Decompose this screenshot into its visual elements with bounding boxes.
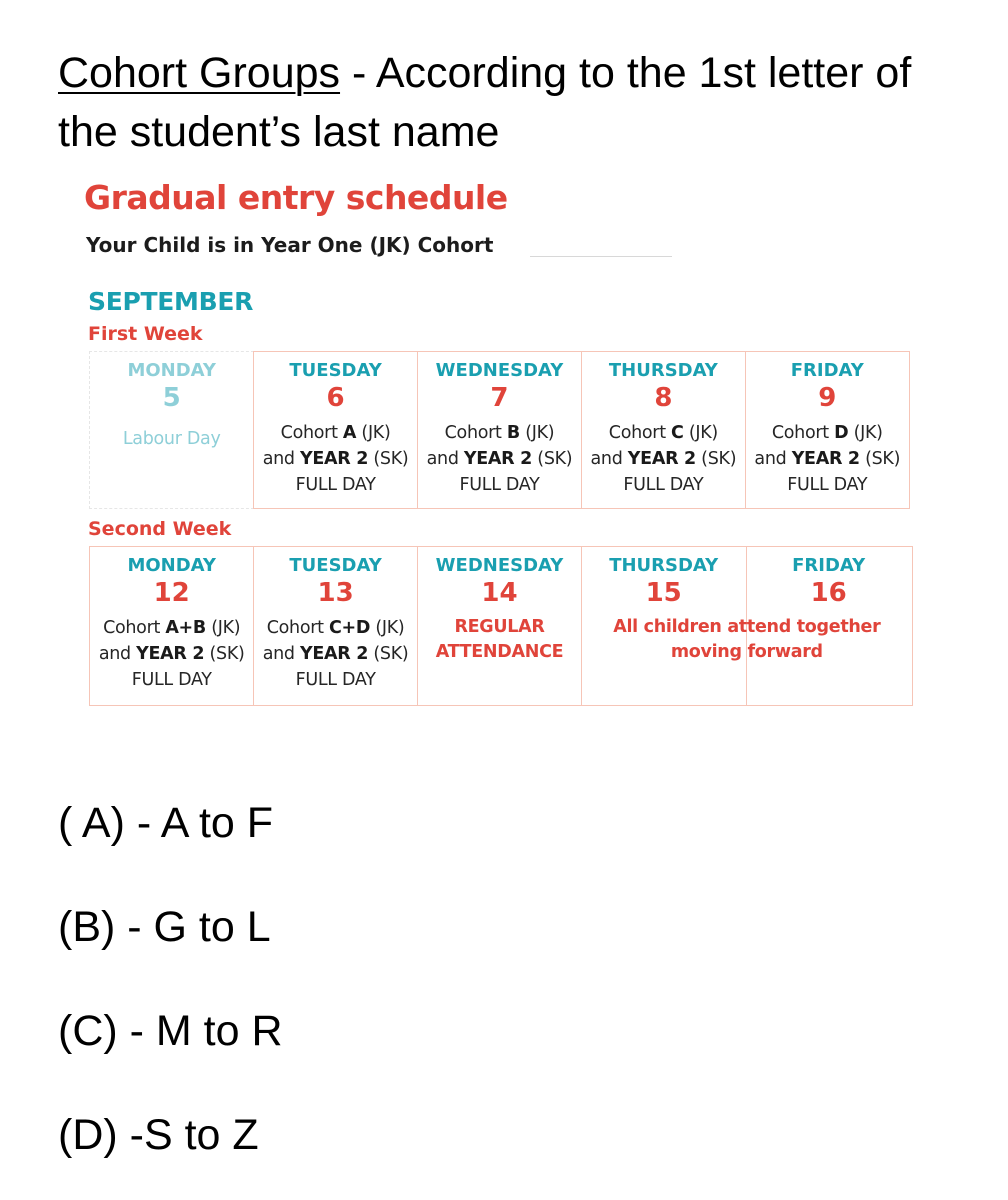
day-number: 5 xyxy=(162,383,181,413)
day-name: TUESDAY xyxy=(289,360,382,381)
day-number: 15 xyxy=(645,578,682,608)
regular-attendance-note xyxy=(418,615,581,665)
heading-underlined: Cohort Groups xyxy=(58,49,341,97)
and-word: and xyxy=(98,644,137,664)
sk-label: (SK) xyxy=(859,449,901,469)
day-name: FRIDAY xyxy=(790,360,864,381)
and-word: and xyxy=(262,644,301,664)
cohort-info xyxy=(746,420,909,498)
year2-label: YEAR 2 xyxy=(300,644,369,664)
jk-label: (JK) xyxy=(519,423,555,443)
day-name: THURSDAY xyxy=(608,360,718,381)
note-line-2: ATTENDANCE xyxy=(435,642,564,662)
day-name: MONDAY xyxy=(127,555,216,576)
week-label-first: First Week xyxy=(88,323,203,345)
cohort-option-a: ( A) - A to F xyxy=(58,799,274,847)
day-cell-tuesday-6 xyxy=(253,351,418,509)
day-name: MONDAY xyxy=(127,360,216,381)
year2-label: YEAR 2 xyxy=(627,449,696,469)
jk-label: (JK) xyxy=(370,618,405,638)
sk-label: (SK) xyxy=(204,644,245,664)
cohort-word: Cohort xyxy=(771,423,835,443)
cohort-letter: A xyxy=(342,423,357,443)
and-word: and xyxy=(590,449,628,469)
cohort-word: Cohort xyxy=(280,423,343,443)
cohort-letter: C+D xyxy=(328,618,371,638)
week-row-second xyxy=(89,546,916,706)
cohort-info xyxy=(254,615,417,693)
year2-label: YEAR 2 xyxy=(463,449,533,469)
sk-label: (SK) xyxy=(368,449,409,469)
week-row-first xyxy=(89,351,916,509)
day-header-friday-16 xyxy=(746,547,912,609)
day-name: WEDNESDAY xyxy=(435,555,564,576)
cohort-word: Cohort xyxy=(266,618,329,638)
day-name: TUESDAY xyxy=(289,555,382,576)
note-line-1: REGULAR xyxy=(454,617,545,637)
cohort-info xyxy=(90,615,253,693)
schedule-title: Gradual entry schedule xyxy=(84,178,508,217)
and-word: and xyxy=(262,449,301,469)
cohort-letter: B xyxy=(506,423,520,443)
and-word: and xyxy=(754,449,792,469)
day-number: 8 xyxy=(654,383,673,413)
day-cell-monday-5 xyxy=(89,351,254,509)
day-number: 14 xyxy=(481,578,518,608)
full-day-label: FULL DAY xyxy=(459,475,540,495)
note-line-2: moving forward xyxy=(670,642,823,662)
full-day-label: FULL DAY xyxy=(787,475,868,495)
day-header-thursday-15 xyxy=(582,547,746,609)
day-cell-monday-12 xyxy=(89,546,254,706)
jk-label: (JK) xyxy=(683,423,718,443)
year2-label: YEAR 2 xyxy=(136,644,205,664)
full-day-label: FULL DAY xyxy=(295,475,376,495)
all-children-note xyxy=(582,615,912,665)
cohort-letter: C xyxy=(671,423,684,443)
jk-label: (JK) xyxy=(205,618,241,638)
day-number: 12 xyxy=(153,578,190,608)
cohort-option-b: (B) - G to L xyxy=(58,903,271,951)
day-number: 16 xyxy=(810,578,847,608)
cohort-word: Cohort xyxy=(608,423,672,443)
day-number: 9 xyxy=(818,383,837,413)
cohort-info xyxy=(418,420,581,498)
cohort-word: Cohort xyxy=(103,618,166,638)
cohort-letter: D xyxy=(834,423,849,443)
day-cell-wednesday-14 xyxy=(417,546,582,706)
holiday-note: Labour Day xyxy=(122,429,221,449)
full-day-label: FULL DAY xyxy=(623,475,704,495)
day-name: THURSDAY xyxy=(609,555,719,576)
day-name: WEDNESDAY xyxy=(435,360,564,381)
full-day-label: FULL DAY xyxy=(295,670,376,690)
cohort-word: Cohort xyxy=(444,423,507,443)
heading-rest: - According to the 1st letter of the student’s last name xyxy=(58,49,912,156)
day-cell-wednesday-7 xyxy=(417,351,582,509)
note-line-1: All children attend together xyxy=(613,617,881,637)
sk-label: (SK) xyxy=(368,644,409,664)
year2-label: YEAR 2 xyxy=(300,449,369,469)
day-cell-tuesday-13 xyxy=(253,546,418,706)
cohort-option-d: (D) -S to Z xyxy=(58,1111,259,1159)
day-name: FRIDAY xyxy=(792,555,866,576)
cohort-option-c: (C) - M to R xyxy=(58,1007,283,1055)
cohort-letter: A+B xyxy=(165,618,206,638)
and-word: and xyxy=(426,449,464,469)
year2-label: YEAR 2 xyxy=(791,449,860,469)
week-label-second: Second Week xyxy=(88,518,232,540)
cohort-info xyxy=(254,420,417,498)
sk-label: (SK) xyxy=(532,449,573,469)
jk-label: (JK) xyxy=(356,423,391,443)
day-cells-thursday-friday xyxy=(581,546,913,706)
day-number: 13 xyxy=(317,578,354,608)
sk-label: (SK) xyxy=(695,449,737,469)
cohort-info xyxy=(582,420,745,498)
cohort-line: Your Child is in Year One (JK) Cohort xyxy=(86,233,494,257)
jk-label: (JK) xyxy=(848,423,883,443)
day-cell-friday-9 xyxy=(745,351,910,509)
day-number: 6 xyxy=(326,383,345,413)
day-cell-thursday-8 xyxy=(581,351,746,509)
day-number: 7 xyxy=(490,383,509,413)
month-label: SEPTEMBER xyxy=(88,287,254,316)
full-day-label: FULL DAY xyxy=(131,670,212,690)
cohort-blank-line xyxy=(530,256,672,257)
